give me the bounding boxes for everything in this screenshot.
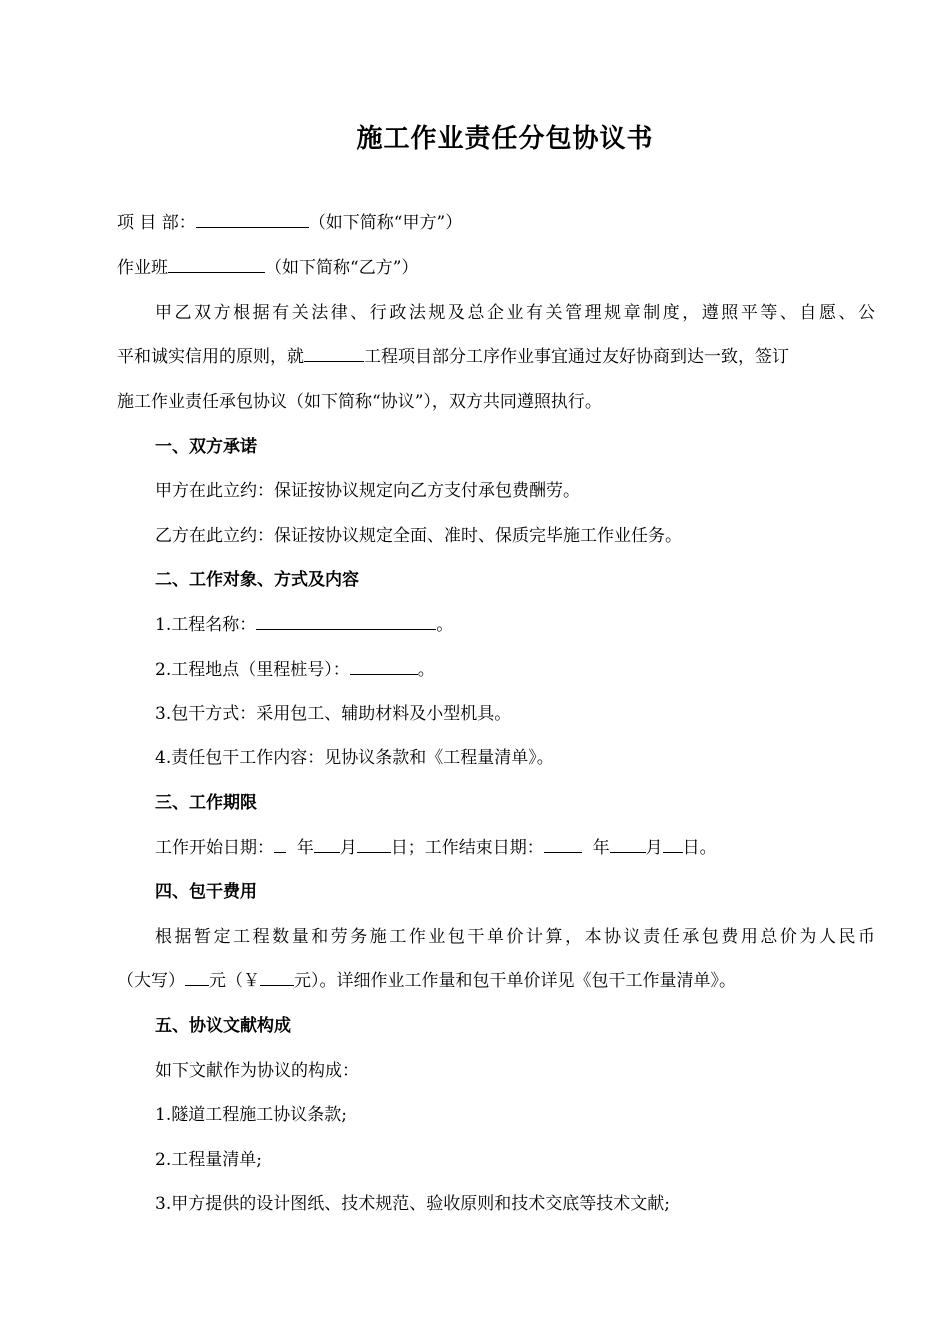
intro-line-2-part-2: 工程项目部分工序作业事宜通过友好协商到达一致，签订 (364, 347, 789, 367)
section-3-heading: 三、工作期限 (155, 793, 257, 813)
end-year-unit: 年 (592, 838, 610, 858)
end-day-unit: 日。 (682, 838, 717, 858)
end-year-blank[interactable] (544, 836, 582, 853)
party-b-note: （如下简称“乙方”） (265, 258, 419, 278)
section-4-line-2 (117, 969, 736, 993)
intro-line-2 (117, 345, 789, 369)
party-a-blank[interactable] (196, 211, 309, 228)
section-5-item-2: 2.工程量清单; (155, 1150, 262, 1170)
start-year-unit: 年 (296, 838, 314, 858)
item-2-end: 。 (417, 660, 435, 680)
project-location-label: 2.工程地点（里程桩号）： (155, 660, 350, 680)
amount-yuan-label: 元（￥ (209, 971, 260, 991)
project-name-label: 1.工程名称： (155, 615, 257, 635)
start-date-label: 工作开始日期： (155, 838, 274, 858)
start-year-blank[interactable] (274, 836, 286, 853)
amount-number-blank[interactable] (260, 969, 294, 986)
party-a-note: （如下简称“甲方”） (308, 213, 463, 233)
section-2-item-4: 4.责任包干工作内容：见协议条款和《工程量清单》。 (155, 748, 554, 768)
amount-uppercase-blank[interactable] (185, 969, 209, 986)
start-day-blank[interactable] (357, 836, 391, 853)
end-month-unit: 月 (645, 838, 663, 858)
section-1-heading: 一、双方承诺 (155, 437, 257, 457)
party-b-label: 作业班 (117, 258, 168, 278)
amount-tail: 元）。详细作业工作量和包干单价详见《包干工作量清单》。 (294, 971, 736, 991)
section-4-line-1: 根据暂定工程数量和劳务施工作业包干单价计算，本协议责任承包费用总价为人民币 (155, 927, 875, 947)
project-location-blank[interactable] (350, 658, 418, 675)
party-b-line (117, 256, 418, 280)
amount-uppercase-label: （大写） (117, 971, 185, 991)
party-a-line (117, 211, 462, 235)
end-month-blank[interactable] (610, 836, 646, 853)
end-date-label: 日；工作结束日期： (390, 838, 544, 858)
section-1-party-b: 乙方在此立约：保证按协议规定全面、准时、保质完毕施工作业任务。 (155, 526, 682, 546)
section-5-heading: 五、协议文献构成 (155, 1016, 291, 1036)
section-2-heading: 二、工作对象、方式及内容 (155, 570, 359, 590)
section-2-item-2 (155, 658, 435, 682)
party-a-label: 项 目 部： (117, 213, 196, 233)
section-5-item-3: 3.甲方提供的设计图纸、技术规范、验收原则和技术交底等技术文献; (155, 1194, 670, 1214)
intro-line-3: 施工作业责任承包协议（如下简称“协议”），双方共同遵照执行。 (117, 392, 602, 412)
section-4-heading: 四、包干费用 (155, 882, 257, 902)
item-1-end: 。 (436, 615, 454, 635)
section-2-item-3: 3.包干方式：采用包工、辅助材料及小型机具。 (155, 704, 512, 724)
section-5-intro: 如下文献作为协议的构成： (155, 1061, 359, 1081)
project-name-blank[interactable] (256, 613, 436, 630)
work-period-line (155, 836, 717, 860)
party-b-blank[interactable] (168, 256, 265, 273)
section-2-item-1 (155, 613, 453, 637)
section-5-item-1: 1.隧道工程施工协议条款; (155, 1105, 347, 1125)
intro-line-2-part-1: 平和诚实信用的原则，就 (117, 347, 304, 367)
intro-line-1: 甲乙双方根据有关法律、行政法规及总企业有关管理规章制度，遵照平等、自愿、公 (155, 303, 875, 323)
end-day-blank[interactable] (663, 836, 683, 853)
project-blank[interactable] (304, 345, 364, 362)
section-1-party-a: 甲方在此立约：保证按协议规定向乙方支付承包费酬劳。 (155, 481, 580, 501)
start-month-blank[interactable] (314, 836, 340, 853)
document-title: 施工作业责任分包协议书 (356, 124, 654, 154)
start-month-unit: 月 (339, 838, 357, 858)
